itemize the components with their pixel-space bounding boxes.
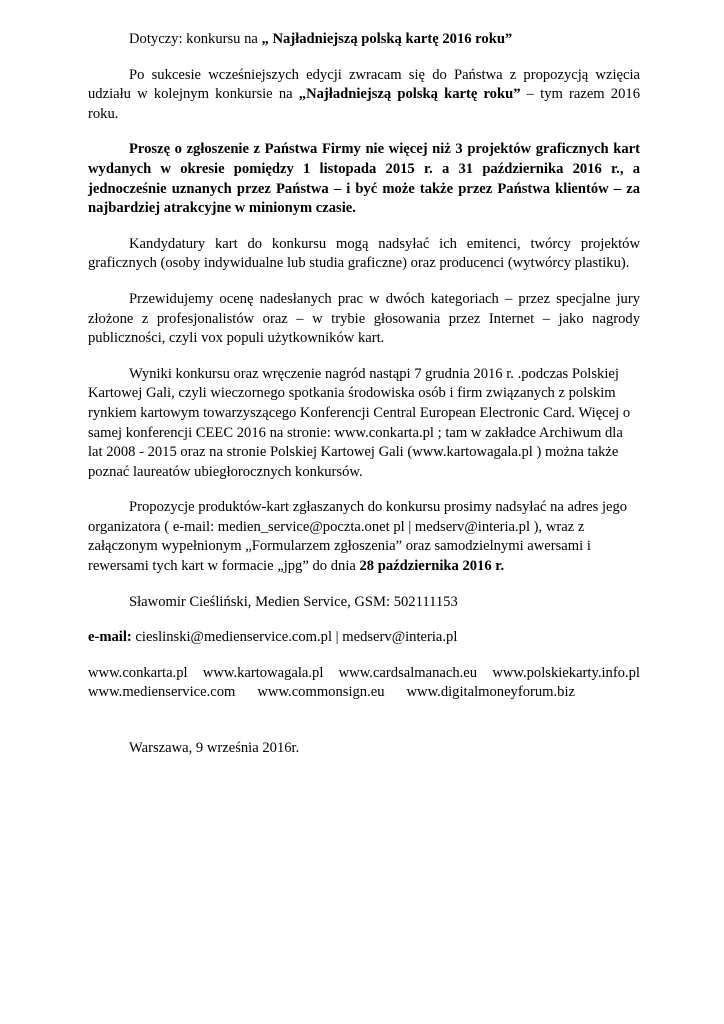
email-value[interactable]: cieslinski@medienservice.com.pl | medserv@interia.pl	[131, 629, 458, 646]
candidates-paragraph: Kandydatury kart do konkursu mogą nadsyłać ich emitenci, twórcy projektów graficznych (osoby indywidualne lub studia graficzne) oraz producenci (wytwórcy plastiku).	[88, 235, 640, 272]
intro-text-2: – tym razem 2016 roku.	[88, 86, 640, 122]
link-medienservice[interactable]: www.medienservice.com	[88, 684, 236, 701]
links-row-1	[88, 664, 640, 684]
submission-paragraph	[88, 498, 640, 576]
links-row-2	[88, 683, 640, 703]
letter-page	[88, 30, 640, 759]
signature-line: Warszawa, 9 września 2016r.	[129, 740, 300, 757]
subject-title: „ Najładniejszą polską kartę 2016 roku”	[261, 31, 513, 47]
link-polskiekarty[interactable]: www.polskiekarty.info.pl	[492, 664, 640, 681]
subject-prefix: Dotyczy: konkursu na	[129, 31, 262, 47]
intro-title: „Najładniejszą polską kartę roku”	[298, 86, 521, 103]
intro-text-1: Po sukcesie wcześniejszych edycji zwracam się do Państwa z propozycją wzięcia udziału w kolejnym konkursie na	[88, 66, 640, 103]
link-cardsalmanach[interactable]: www.cardsalmanach.eu	[338, 664, 478, 681]
contact-line: Sławomir Cieśliński, Medien Service, GSM: 502111153	[129, 593, 458, 610]
links-block	[88, 664, 640, 703]
evaluation-paragraph: Przewidujemy ocenę nadesłanych prac w dwóch kategoriach – przez specjalne jury złożone z profesjonalistów oraz – w trybie głosowania przez Internet – jako nagrody publiczności, czyli vox populi użytkowników kart.	[88, 290, 640, 347]
email-label: e-mail:	[88, 629, 132, 646]
link-commonsign[interactable]: www.commonsign.eu	[257, 684, 385, 701]
submission-text: Propozycje produktów-kart zgłaszanych do konkursu prosimy nadsyłać na adres jego organizatora ( e-mail: medien_service@poczta.onet pl | medserv@interia.pl ), wraz z załączonym wypełnionym „Formularzem zgłoszenia” oraz samodzielnymi awersami i rewersami tych kart w formacie „jpg” do dnia	[88, 499, 628, 575]
results-paragraph: Wyniki konkursu oraz wręczenie nagród nastąpi 7 grudnia 2016 r. .podczas Polskiej Kartowej Gali, czyli wieczornego spotkania środowiska osób i firm związanych z polskim rynkiem kartowym towarzyszącego Konferencji Central European Electronic Card. Więcej o samej konferencji CEEC 2016 na stronie: www.conkarta.pl ; tam w zakładce Archiwum dla lat 2008 - 2015 oraz na stronie Polskiej Kartowej Gali (www.kartowagala.pl ) można także poznać laureatów ubiegłorocznych konkursów.	[88, 365, 631, 480]
intro-paragraph	[88, 66, 640, 125]
request-paragraph: Proszę o zgłoszenie z Państwa Firmy nie więcej niż 3 projektów graficznych kart wydanych w okresie pomiędzy 1 listopada 2015 r. a 31 października 2016 r., a jednocześnie uznanych przez Państwa – i być może także przez Państwa klientów – za najbardziej atrakcyjne w minionym czasie.	[88, 141, 640, 217]
link-kartowagala[interactable]: www.kartowagala.pl	[202, 664, 324, 681]
link-conkarta[interactable]: www.conkarta.pl	[88, 664, 188, 681]
link-digitalmoneyforum[interactable]: www.digitalmoneyforum.biz	[406, 684, 575, 701]
subject-line	[88, 30, 640, 50]
email-line	[88, 628, 640, 648]
submission-deadline: 28 października 2016 r.	[359, 558, 505, 575]
